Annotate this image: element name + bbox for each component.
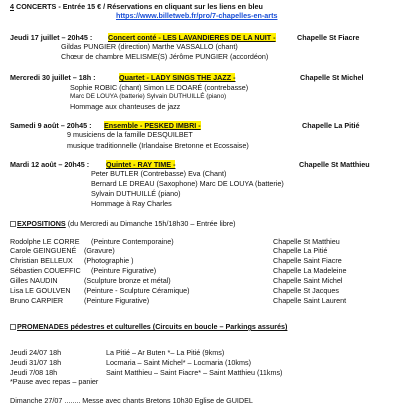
walk-1-date: Jeudi 24/07 18h: [10, 348, 62, 357]
expositions-title: EXPOSITIONS: [17, 219, 66, 228]
expo-4-medium: (Peinture Figurative): [91, 266, 157, 275]
expo-5-venue: Chapelle Saint Michel: [273, 276, 343, 285]
event-3-venue: Chapelle La Pitié: [302, 121, 360, 130]
expo-4-artist: Sébastien COUEFFIC: [10, 266, 81, 275]
event-2-line-1: Sophie ROBIC (chant) Simon LE DOARÉ (contrebasse): [70, 83, 249, 92]
expositions-header: [10, 219, 236, 228]
event-1-venue: Chapelle St Fiacre: [297, 33, 360, 42]
pin-icon: [10, 324, 16, 330]
expo-3-venue: Chapelle Saint Fiacre: [273, 256, 342, 265]
event-4-line-1: Peter BUTLER (Contrebasse) Eva (Chant): [91, 169, 227, 178]
expo-1-artist: Rodolphe LE CORRE: [10, 237, 80, 246]
event-4-line-4: Hommage à Ray Charles: [91, 199, 172, 208]
expo-7-artist: Bruno CARPIER: [10, 296, 64, 305]
expo-6-venue: Chapelle St Jacques: [273, 286, 339, 295]
walk-1-route: La Pitié – Ar Buten *– La Pitié (9kms): [106, 348, 225, 357]
expo-4-venue: Chapelle La Madeleine: [273, 266, 347, 275]
promenades-header: [10, 322, 287, 331]
event-3-line-1: 9 musiciens de la famille DESQUILBET: [67, 130, 193, 139]
event-1-line-2: Chœur de chambre MELISME(S) Jérôme PUNGIER (accordéon): [61, 52, 269, 61]
expo-1-medium: (Peinture Contemporaine): [91, 237, 174, 246]
concerts-count: 4: [10, 2, 14, 11]
event-4-line-3: Sylvain DUTHUILLÉ (piano): [91, 189, 181, 198]
expo-2-artist: Carole GEINGUENÉ: [10, 246, 77, 255]
expo-5-artist: Gilles NAUDIN: [10, 276, 58, 285]
event-2-line-3: Hommage aux chanteuses de jazz: [70, 102, 181, 111]
concerts-header: [10, 2, 263, 11]
expositions-subtitle: (du Mercredi au Dimanche 15h/18h30 – Entrée libre): [65, 219, 236, 228]
billetweb-link[interactable]: https://www.billetweb.fr/pro/7-chapelles-en-arts: [116, 11, 278, 20]
expo-2-venue: Chapelle La Pitié: [273, 246, 328, 255]
expo-7-medium: (Peinture Figurative): [84, 296, 150, 305]
event-1-line-1: Gildas PUNGIER (direction) Marthe VASSALLO (chant): [61, 42, 238, 51]
expo-2-medium: (Gravure): [84, 246, 115, 255]
expo-3-medium: (Photographie ): [84, 256, 134, 265]
walk-2-date: Jeudi 31/07 18h: [10, 358, 62, 367]
event-1-date: Jeudi 17 juillet – 20h45 :: [10, 33, 93, 42]
pin-icon: [10, 221, 16, 227]
event-2-venue: Chapelle St Michel: [300, 73, 364, 82]
event-2-title[interactable]: Quartet - LADY SINGS THE JAZZ -: [119, 73, 236, 82]
expo-5-medium: (Sculpture bronze et métal): [84, 276, 171, 285]
event-4-date: Mardi 12 août – 20h45 :: [10, 160, 90, 169]
expo-1-venue: Chapelle St Matthieu: [273, 237, 340, 246]
expo-6-medium: (Peinture - Sculpture Céramique): [84, 286, 190, 295]
event-1-title[interactable]: Concert conté - LES LAVANDIERES DE LA NUIT -: [108, 33, 276, 42]
event-4-line-2: Bernard LE DREAU (Saxophone) Marc DE LOUYA (batterie): [91, 179, 284, 188]
event-3-date: Samedi 9 août – 20h45 :: [10, 121, 92, 130]
promenades-title: PROMENADES pédestres et culturelles (Circuits en boucle – Parkings assurés): [17, 322, 288, 331]
expo-6-artist: Lisa LE GOULVEN: [10, 286, 71, 295]
concerts-header-text: CONCERTS - Entrée 15 € / Réservations en cliquant sur les liens en bleu: [14, 2, 263, 11]
expo-7-venue: Chapelle Saint Laurent: [273, 296, 347, 305]
event-4-venue: Chapelle St Matthieu: [299, 160, 370, 169]
event-3-line-2: musique traditionnelle (Irlandaise Bretonne et Ecossaise): [67, 141, 249, 150]
event-2-line-2: Marc DE LOUYA (batterie) Sylvain DUTHUILLÉ (piano): [70, 93, 227, 100]
walk-3-route: Saint Matthieu – Saint Fiacre* – Saint Matthieu (11kms): [106, 368, 283, 377]
cut-off-line: Dimanche 27/07 ........ Messe avec chants Bretons 10h30 Eglise de GUIDEL: [10, 396, 253, 405]
expo-3-artist: Christian BELLEUX: [10, 256, 73, 265]
walk-2-route: Locmaria – Saint Michel* – Locmaria (10kms): [106, 358, 252, 367]
event-2-date: Mercredi 30 juillet – 18h :: [10, 73, 96, 82]
event-4-title[interactable]: Quintet - RAY TIME -: [106, 160, 176, 169]
walk-note: *Pause avec repas – panier: [10, 377, 99, 386]
walk-3-date: Jeudi 7/08 18h: [10, 368, 58, 377]
event-3-title[interactable]: Ensemble - PESKED IMBRI -: [104, 121, 201, 130]
